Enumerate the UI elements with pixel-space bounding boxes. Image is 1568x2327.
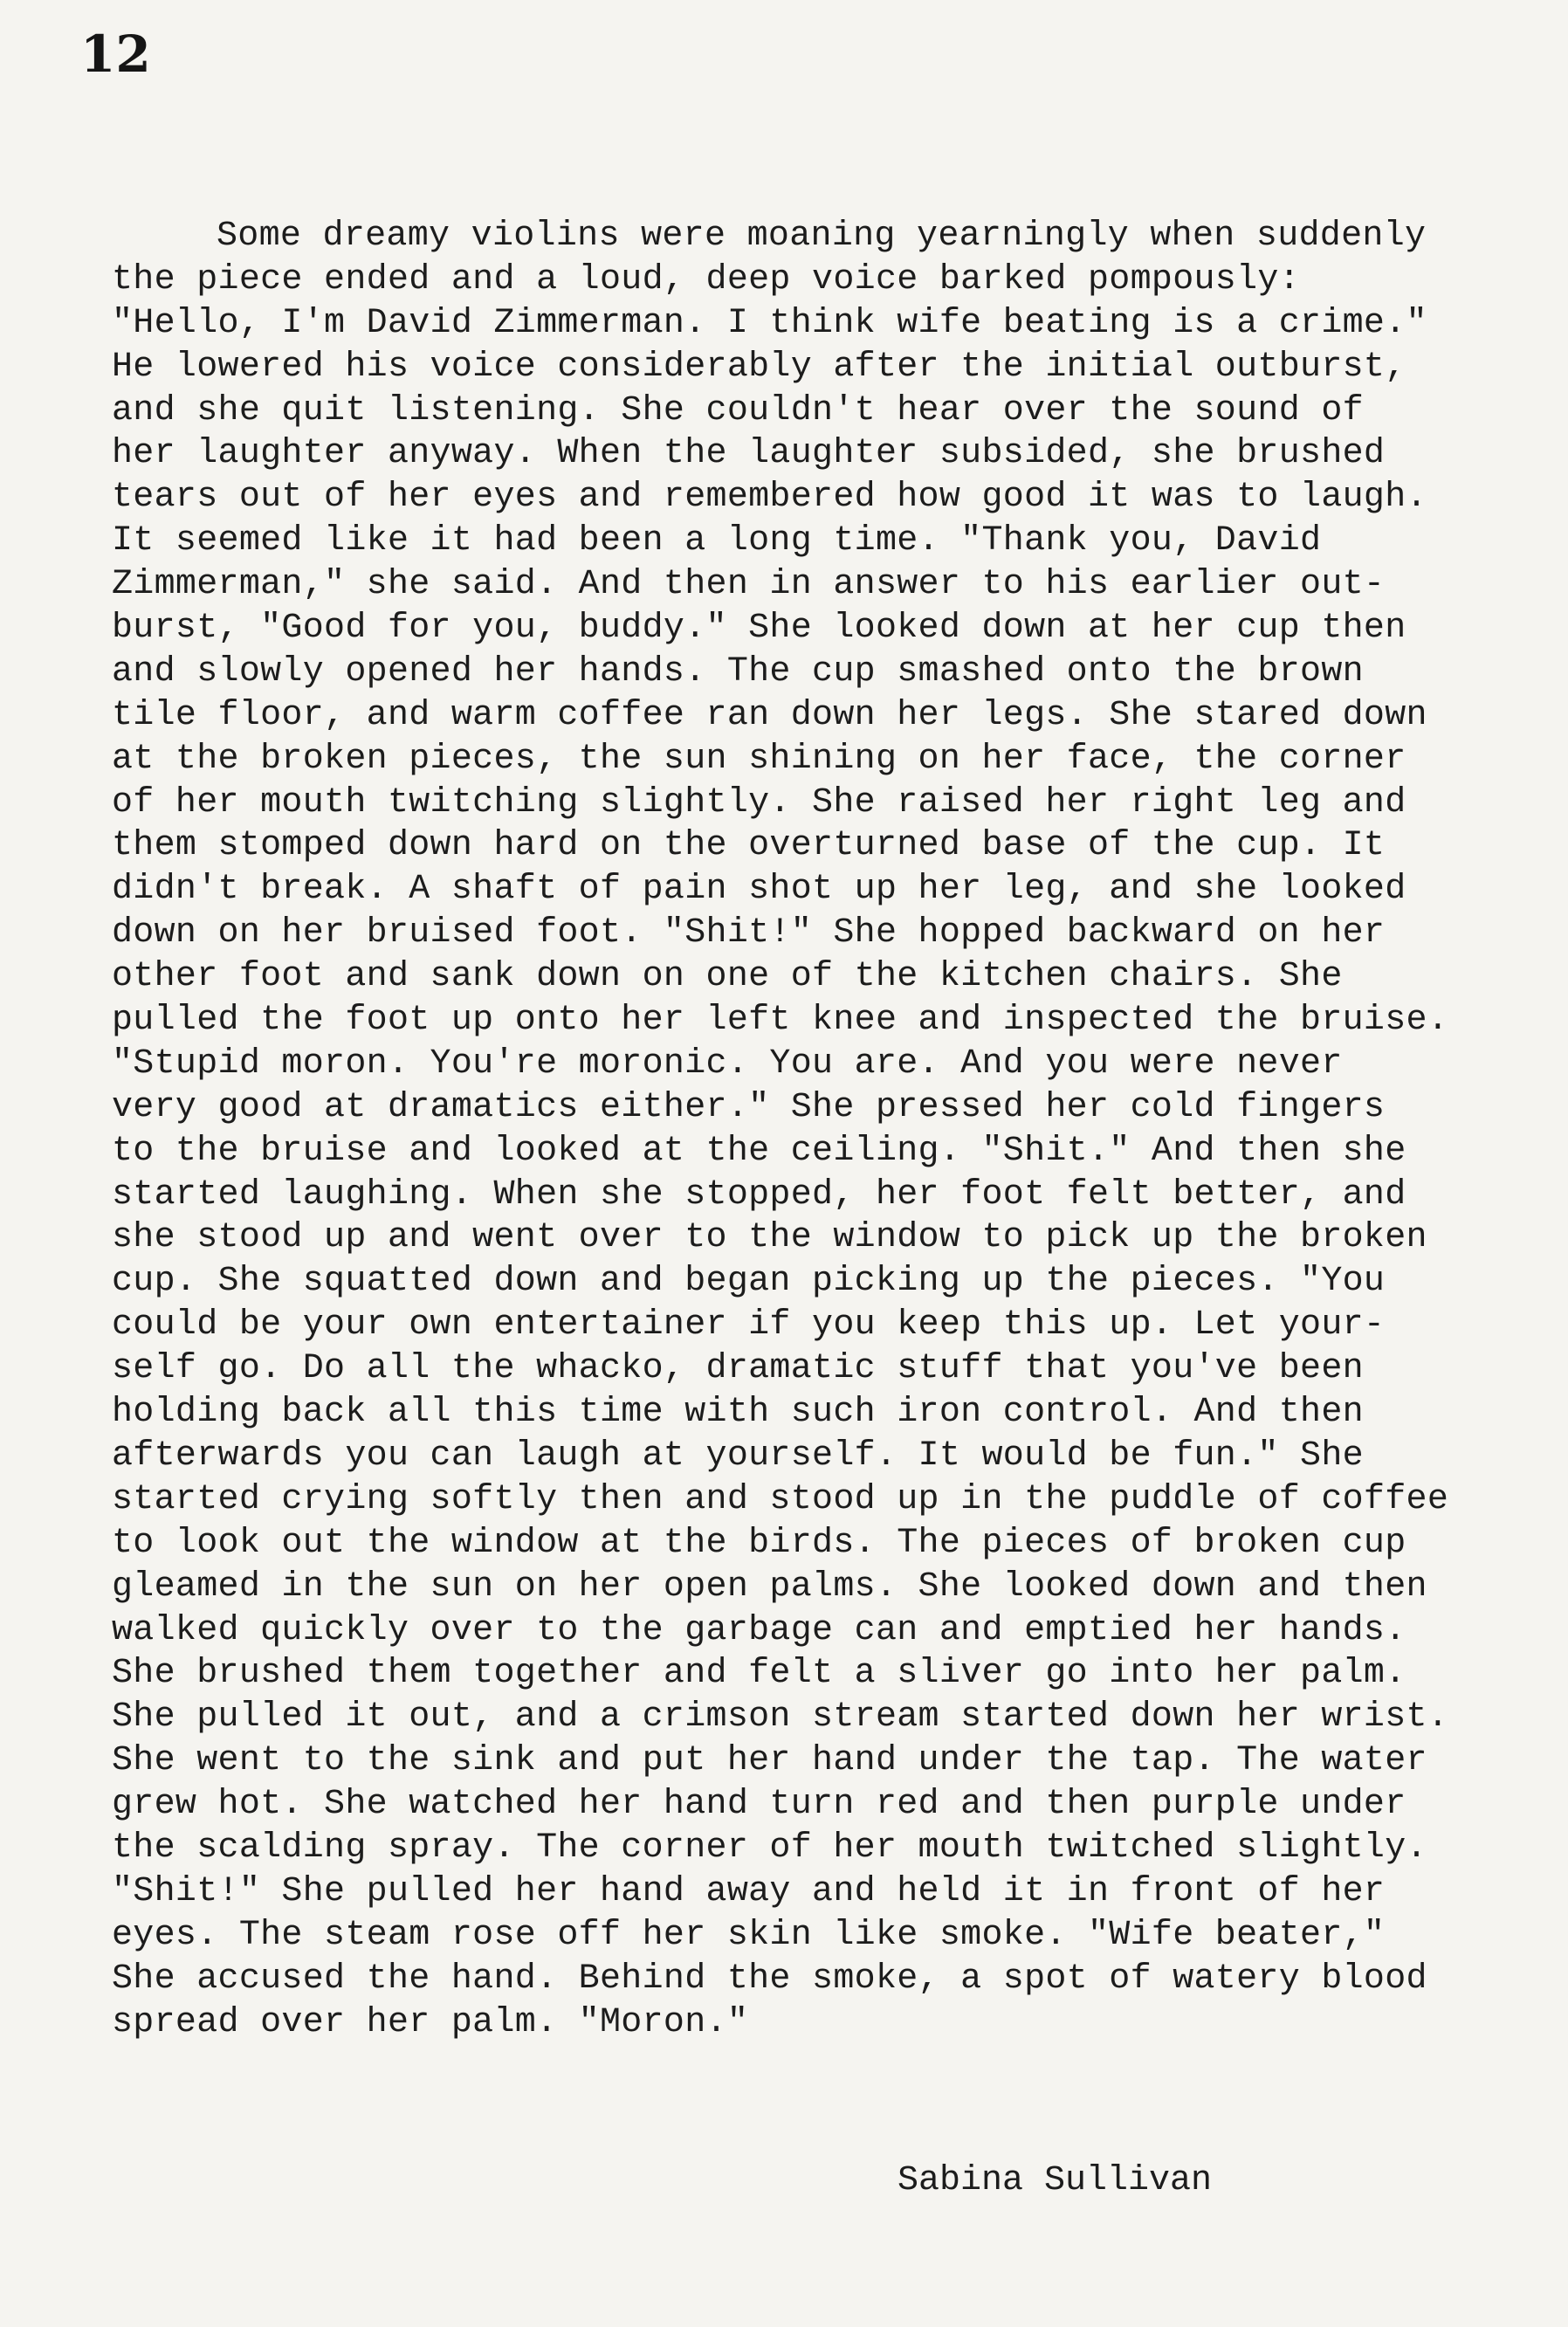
author-signature: Sabina Sullivan bbox=[897, 2161, 1213, 2200]
text-line: to the bruise and looked at the ceiling. "Shit." And then she bbox=[112, 1131, 1406, 1171]
text-line: spread over her palm. "Moron." bbox=[112, 2002, 749, 2042]
text-line: afterwards you can laugh at yourself. It would be fun." She bbox=[112, 1435, 1364, 1476]
text-line: Zimmerman," she said. And then in answer to his earlier out- bbox=[112, 565, 1386, 605]
text-line: her laughter anyway. When the laughter subsided, she brushed bbox=[112, 434, 1386, 474]
text-line: other foot and sank down on one of the kitchen chairs. She bbox=[112, 957, 1343, 997]
text-line: holding back all this time with such iron control. And then bbox=[112, 1393, 1364, 1433]
text-line: tile floor, and warm coffee ran down her legs. She stared down bbox=[112, 695, 1427, 735]
text-line: gleamed in the sun on her open palms. She looked down and then bbox=[112, 1566, 1427, 1607]
text-line: She accused the hand. Behind the smoke, a spot of watery blood bbox=[112, 1959, 1427, 1999]
text-line: She pulled it out, and a crimson stream started down her wrist. bbox=[112, 1697, 1449, 1738]
text-line: to look out the window at the birds. The pieces of broken cup bbox=[112, 1523, 1406, 1563]
text-line: could be your own entertainer if you keep this up. Let your- bbox=[112, 1305, 1386, 1346]
page-number: 12 bbox=[80, 24, 151, 84]
text-line: at the broken pieces, the sun shining on her face, the corner bbox=[112, 739, 1406, 779]
text-line: self go. Do all the whacko, dramatic stuff that you've been bbox=[112, 1349, 1364, 1389]
text-line: walked quickly over to the garbage can and emptied her hands. bbox=[112, 1610, 1406, 1650]
text-line: didn't break. A shaft of pain shot up her leg, and she looked bbox=[112, 870, 1406, 910]
text-line: eyes. The steam rose off her skin like smoke. "Wife beater," bbox=[112, 1915, 1386, 1955]
text-line: the piece ended and a loud, deep voice barked pompously: bbox=[112, 259, 1301, 299]
text-line: down on her bruised foot. "Shit!" She hopped backward on her bbox=[112, 913, 1386, 954]
text-line: tears out of her eyes and remembered how good it was to laugh. bbox=[112, 478, 1427, 518]
text-line: cup. She squatted down and began picking up the pieces. "You bbox=[112, 1262, 1386, 1302]
text-line: started crying softly then and stood up in the puddle of coffee bbox=[112, 1479, 1449, 1519]
text-line: started laughing. When she stopped, her foot felt better, and bbox=[112, 1174, 1406, 1215]
text-line: "Hello, I'm David Zimmerman. I think wife beating is a crime." bbox=[112, 303, 1427, 343]
text-line: and she quit listening. She couldn't hear over the sound of bbox=[112, 390, 1364, 430]
text-line: It seemed like it had been a long time. "Thank you, David bbox=[112, 521, 1322, 561]
text-line: the scalding spray. The corner of her mouth twitched slightly. bbox=[112, 1828, 1427, 1868]
text-line: of her mouth twitching slightly. She raised her right leg and bbox=[112, 782, 1406, 823]
text-line: She went to the sink and put her hand under the tap. The water bbox=[112, 1741, 1427, 1781]
text-line: "Shit!" She pulled her hand away and held it in front of her bbox=[112, 1871, 1386, 1911]
text-line: and slowly opened her hands. The cup smashed onto the brown bbox=[112, 651, 1364, 692]
text-line: pulled the foot up onto her left knee and inspected the bruise. bbox=[112, 1001, 1449, 1041]
text-line: grew hot. She watched her hand turn red and then purple under bbox=[112, 1785, 1406, 1825]
story-paragraph bbox=[112, 215, 1544, 2044]
text-line: Some dreamy violins were moaning yearningly when suddenly bbox=[217, 217, 1427, 256]
text-line: them stomped down hard on the overturned base of the cup. It bbox=[112, 826, 1386, 866]
text-line: She brushed them together and felt a sliver go into her palm. bbox=[112, 1654, 1406, 1694]
text-line: very good at dramatics either." She pressed her cold fingers bbox=[112, 1087, 1386, 1127]
text-line: He lowered his voice considerably after the initial outburst, bbox=[112, 347, 1406, 387]
text-line: she stood up and went over to the window to pick up the broken bbox=[112, 1218, 1427, 1258]
text-line: "Stupid moron. You're moronic. You are. And you were never bbox=[112, 1043, 1343, 1084]
text-line: burst, "Good for you, buddy." She looked down at her cup then bbox=[112, 609, 1406, 649]
